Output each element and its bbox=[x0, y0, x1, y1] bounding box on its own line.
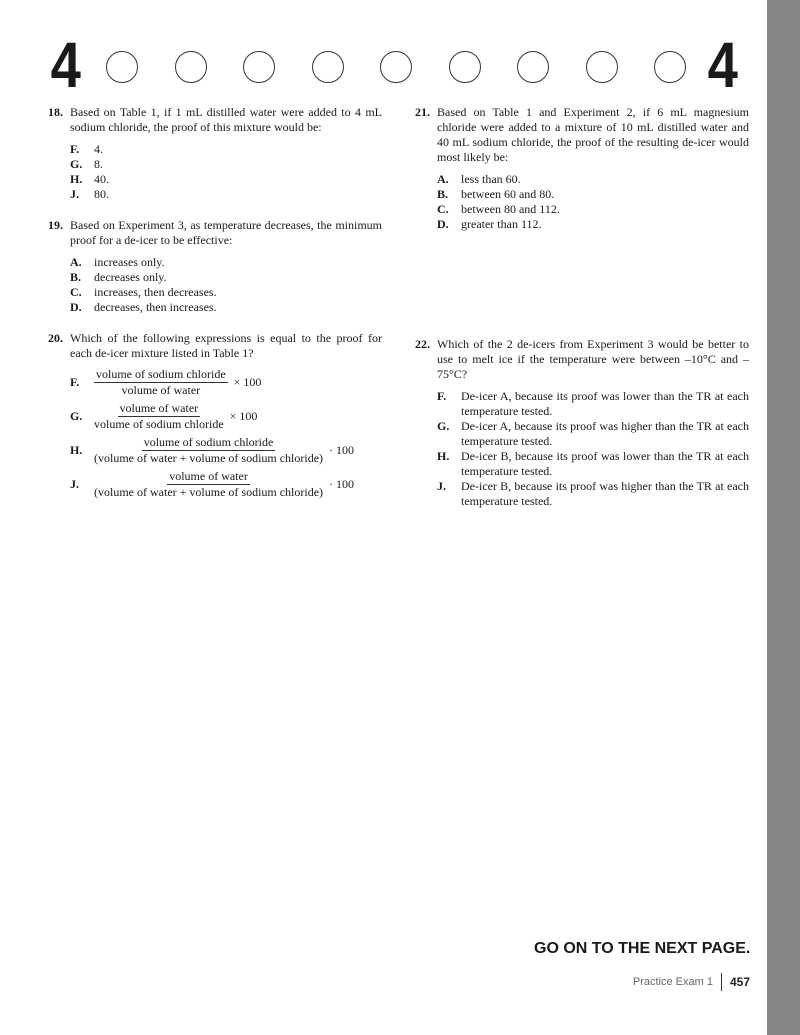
answer-option[interactable] bbox=[437, 187, 749, 202]
footer-divider bbox=[721, 973, 722, 991]
answer-option[interactable] bbox=[70, 401, 382, 432]
answer-option[interactable] bbox=[437, 389, 749, 419]
option-letter: F. bbox=[70, 142, 80, 156]
option-letter: G. bbox=[437, 419, 450, 433]
option-letter: G. bbox=[70, 157, 83, 171]
answer-option[interactable] bbox=[70, 435, 382, 466]
option-letter: J. bbox=[70, 477, 79, 491]
question-text: Based on Table 1 and Experiment 2, if 6 mL magnesium chloride were added to a mixture of 10 mL distilled water and 40 mL sodium chloride, the proof of the resulting de-icer would most likely be: bbox=[437, 105, 749, 164]
bubble-circle bbox=[654, 51, 686, 83]
option-text: between 80 and 112. bbox=[461, 202, 560, 216]
answer-option[interactable] bbox=[437, 202, 749, 217]
question-number: 20. bbox=[48, 331, 63, 345]
page-edge-tab bbox=[767, 0, 800, 1035]
option-letter: D. bbox=[70, 300, 82, 314]
numerator: volume of water bbox=[169, 469, 248, 483]
question-21 bbox=[415, 105, 749, 232]
option-text: decreases, then increases. bbox=[94, 300, 217, 314]
numerator: volume of water bbox=[119, 401, 199, 415]
option-text: greater than 112. bbox=[461, 217, 542, 231]
bubble-circle bbox=[175, 51, 207, 83]
option-text: increases only. bbox=[94, 255, 165, 269]
answer-option[interactable] bbox=[70, 187, 382, 202]
option-letter: C. bbox=[70, 285, 82, 299]
question-22 bbox=[415, 337, 749, 509]
option-letter: B. bbox=[70, 270, 82, 284]
answer-option[interactable] bbox=[70, 270, 382, 285]
option-text: De-icer B, because its proof was higher than the TR at each temperature tested. bbox=[461, 479, 749, 508]
bubble-circle bbox=[106, 51, 138, 83]
bubble-circle bbox=[243, 51, 275, 83]
option-text: 4. bbox=[94, 142, 103, 156]
numerator: volume of sodium chloride bbox=[96, 367, 226, 381]
option-letter: H. bbox=[70, 443, 83, 457]
option-letter: A. bbox=[70, 255, 82, 269]
option-letter: C. bbox=[437, 202, 449, 216]
option-letter: H. bbox=[70, 172, 83, 186]
answer-option[interactable] bbox=[70, 300, 382, 315]
option-text: 80. bbox=[94, 187, 109, 201]
option-letter: B. bbox=[437, 187, 449, 201]
question-19 bbox=[48, 218, 382, 315]
option-text: increases, then decreases. bbox=[94, 285, 217, 299]
answer-option[interactable] bbox=[70, 142, 382, 157]
option-letter: F. bbox=[70, 375, 80, 389]
answer-option[interactable] bbox=[70, 285, 382, 300]
section-number-right: 4 bbox=[707, 29, 738, 101]
page-footer bbox=[633, 973, 750, 991]
answer-option[interactable] bbox=[70, 255, 382, 270]
option-text: 40. bbox=[94, 172, 109, 186]
option-text: De-icer B, because its proof was lower than the TR at each temperature tested. bbox=[461, 449, 749, 478]
section-number-left: 4 bbox=[50, 29, 81, 101]
fraction bbox=[94, 401, 224, 432]
option-letter: D. bbox=[437, 217, 449, 231]
bubble-circle bbox=[380, 51, 412, 83]
question-20 bbox=[48, 331, 382, 503]
option-text: 8. bbox=[94, 157, 103, 171]
option-letter: H. bbox=[437, 449, 450, 463]
question-number: 18. bbox=[48, 105, 63, 119]
question-text: Based on Experiment 3, as temperature decreases, the minimum proof for a de-icer to be effective: bbox=[70, 218, 382, 247]
option-text: De-icer A, because its proof was lower than the TR at each temperature tested. bbox=[461, 389, 749, 418]
option-text: De-icer A, because its proof was higher than the TR at each temperature tested. bbox=[461, 419, 749, 448]
question-18 bbox=[48, 105, 382, 202]
numerator: volume of sodium chloride bbox=[143, 435, 274, 449]
answer-option[interactable] bbox=[437, 217, 749, 232]
answer-option[interactable] bbox=[70, 367, 382, 398]
denominator: (volume of water + volume of sodium chloride) bbox=[94, 485, 324, 499]
question-text: Which of the following expressions is equal to the proof for each de-icer mixture listed in Table 1? bbox=[70, 331, 382, 360]
option-text: between 60 and 80. bbox=[461, 187, 555, 201]
page-number: 457 bbox=[729, 975, 750, 989]
multiplier: × 100 bbox=[229, 409, 258, 423]
denominator: volume of water bbox=[121, 383, 201, 397]
go-on-notice: GO ON TO THE NEXT PAGE. bbox=[534, 940, 751, 957]
option-letter: G. bbox=[70, 409, 83, 423]
bubble-circle bbox=[586, 51, 618, 83]
option-letter: A. bbox=[437, 172, 449, 186]
option-letter: J. bbox=[70, 187, 79, 201]
denominator: volume of sodium chloride bbox=[94, 417, 224, 431]
answer-option[interactable] bbox=[437, 479, 749, 509]
question-number: 19. bbox=[48, 218, 63, 232]
question-number: 21. bbox=[415, 105, 430, 119]
multiplier: · 100 bbox=[329, 443, 355, 457]
answer-option[interactable] bbox=[437, 419, 749, 449]
answer-option[interactable] bbox=[70, 157, 382, 172]
fraction bbox=[94, 367, 228, 398]
option-letter: J. bbox=[437, 479, 446, 493]
multiplier: · 100 bbox=[329, 477, 355, 491]
bubble-circle bbox=[312, 51, 344, 83]
question-number: 22. bbox=[415, 337, 430, 351]
option-text: less than 60. bbox=[461, 172, 521, 186]
bubble-circle bbox=[449, 51, 481, 83]
answer-option[interactable] bbox=[437, 449, 749, 479]
option-letter: F. bbox=[437, 389, 447, 403]
denominator: (volume of water + volume of sodium chloride) bbox=[94, 451, 324, 465]
question-text: Based on Table 1, if 1 mL distilled water were added to 4 mL sodium chloride, the proof of this mixture would be: bbox=[70, 105, 382, 134]
fraction bbox=[94, 435, 323, 466]
answer-option[interactable] bbox=[437, 172, 749, 187]
bubble-circle bbox=[517, 51, 549, 83]
option-text: decreases only. bbox=[94, 270, 167, 284]
answer-option[interactable] bbox=[70, 469, 382, 500]
answer-option[interactable] bbox=[70, 172, 382, 187]
book-title: Practice Exam 1 bbox=[632, 976, 713, 988]
fraction bbox=[94, 469, 323, 500]
multiplier: × 100 bbox=[233, 375, 262, 389]
question-text: Which of the 2 de-icers from Experiment 3 would be better to use to melt ice if the temperature were between –10°C and –75°C? bbox=[437, 337, 749, 381]
